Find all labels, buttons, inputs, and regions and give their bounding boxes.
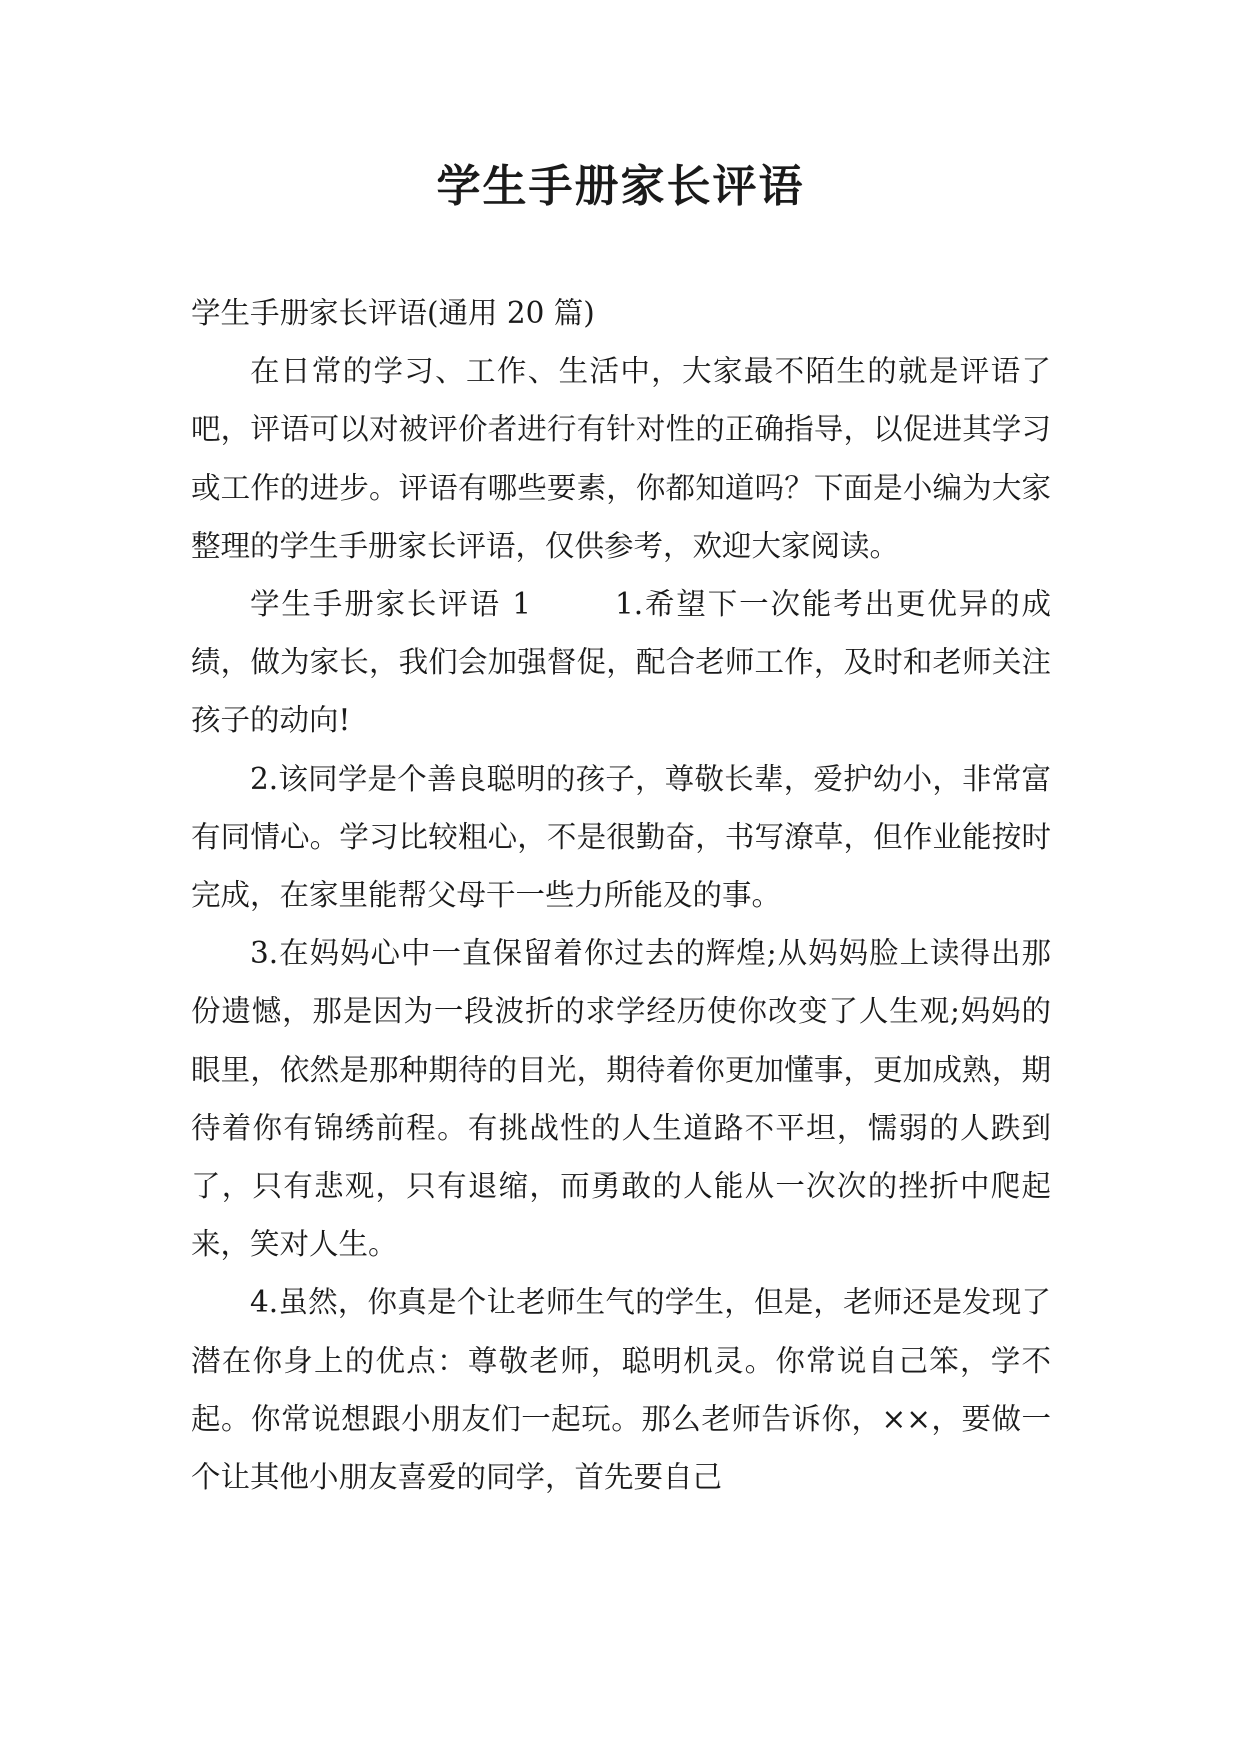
document-body — [191, 284, 1051, 1506]
document-title: 学生手册家长评语 — [436, 161, 805, 212]
comment-item-1: 1.希望下一次能考出更优异的成绩，做为家长，我们会加强督促，配合老师工作，及时和老师关注孩子的动向! — [191, 587, 1051, 738]
section-heading: 学生手册家长评语 1 — [250, 587, 531, 622]
section-paragraph — [191, 575, 1051, 750]
intro-paragraph: 在日常的学习、工作、生活中，大家最不陌生的就是评语了吧，评语可以对被评价者进行有针对性的正确指导，以促进其学习或工作的进步。评语有哪些要素，你都知道吗？下面是小编为大家整理的学生手册家长评语，仅供参考，欢迎大家阅读。 — [191, 354, 1051, 563]
comment-item-4: 4.虽然，你真是个让老师生气的学生，但是，老师还是发现了潜在你身上的优点：尊敬老师，聪明机灵。你常说自己笨，学不起。你常说想跟小朋友们一起玩。那么老师告诉你，××，要做一个让其他小朋友喜爱的同学，首先要自己 — [191, 1285, 1051, 1495]
comment-item-3: 3.在妈妈心中一直保留着你过去的辉煌;从妈妈脸上读得出那份遗憾，那是因为一段波折的求学经历使你改变了人生观;妈妈的眼里，依然是那种期待的目光，期待着你更加懂事，更加成熟，期待着你有锦绣前程。有挑战性的人生道路不平坦，懦弱的人跌到了，只有悲观，只有退缩，而勇敢的人能从一次次的挫折中爬起来，笑对人生。 — [191, 936, 1051, 1262]
document-subtitle: 学生手册家长评语(通用 20 篇) — [191, 296, 595, 330]
comment-item-2: 2.该同学是个善良聪明的孩子，尊敬长辈，爱护幼小，非常富有同情心。学习比较粗心，不是很勤奋，书写潦草，但作业能按时完成，在家里能帮父母干一些力所能及的事。 — [191, 761, 1051, 913]
